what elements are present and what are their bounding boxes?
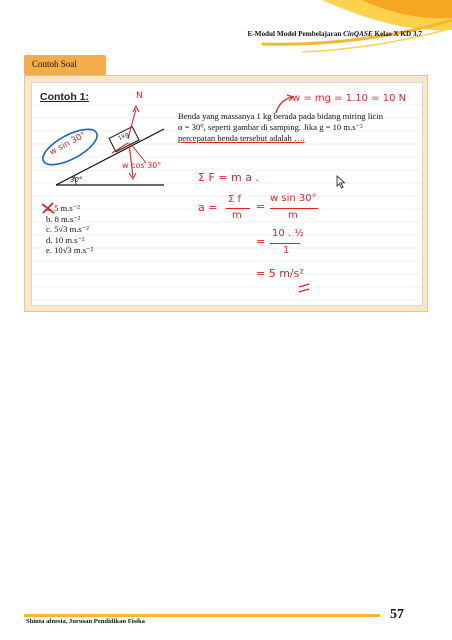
fraction-2-numerator: w sin 30° (270, 193, 317, 204)
footer-author: Shinta afnesia, Jurusan Pendidikan Fisika (26, 618, 145, 625)
footer-rule (24, 614, 380, 617)
newton-law: Σ F = m a . (198, 171, 259, 184)
normal-force-label: N (136, 91, 143, 101)
double-underline-icon (298, 283, 310, 293)
final-result: = 5 m/s² (256, 267, 304, 280)
fraction-1-numerator: Σ f (228, 194, 242, 205)
problem-line: percepatan benda tersebut adalah …. (178, 133, 305, 143)
page-number: 57 (390, 607, 404, 622)
angle-label: 30° (70, 176, 83, 184)
incline-diagram (36, 91, 176, 191)
module-header: E-Modul Model Pembelajaran CinQASE Kelas X KD 3.7 (247, 30, 422, 38)
w-sin-label: w sin 30° (47, 130, 88, 158)
step-2-denominator: 1 (283, 245, 290, 256)
step-2-numerator: 10 . ½ (272, 228, 304, 239)
example-title: Contoh 1: (40, 91, 89, 103)
equals-sign: = (256, 200, 266, 213)
fraction-2-denominator: m (288, 210, 298, 221)
problem-line: Benda yang massanya 1 kg berada pada bidang miring licin (178, 111, 383, 121)
fraction-1-denominator: m (232, 210, 242, 221)
option-c: c. 5√3 m.s⁻² (46, 224, 89, 235)
section-label: Contoh Soal (32, 59, 77, 69)
example-panel (24, 75, 428, 312)
example-sheet (31, 82, 423, 306)
equals-sign-2: = (256, 235, 266, 248)
option-d: d. 10 m.s⁻² (46, 234, 85, 245)
option-b: b. 8 m.s⁻² (46, 213, 81, 224)
cursor-icon (336, 175, 346, 189)
section-tab (24, 55, 106, 75)
weight-equation: w = mg = 1.10 = 10 N (292, 93, 407, 104)
w-cos-label: w cos 30° (122, 161, 162, 170)
problem-line: α = 30⁰, seperti gambar di samping. Jika g = 10 m.s⁻² (178, 122, 363, 132)
accel-label: a = (198, 201, 218, 214)
option-e: e. 10√3 m.s⁻² (46, 245, 94, 256)
option-a: a. 5 m.s⁻² (46, 203, 80, 213)
answer-mark-icon (40, 201, 56, 215)
problem-statement (178, 111, 418, 144)
mass-label: 1kg (117, 130, 131, 143)
